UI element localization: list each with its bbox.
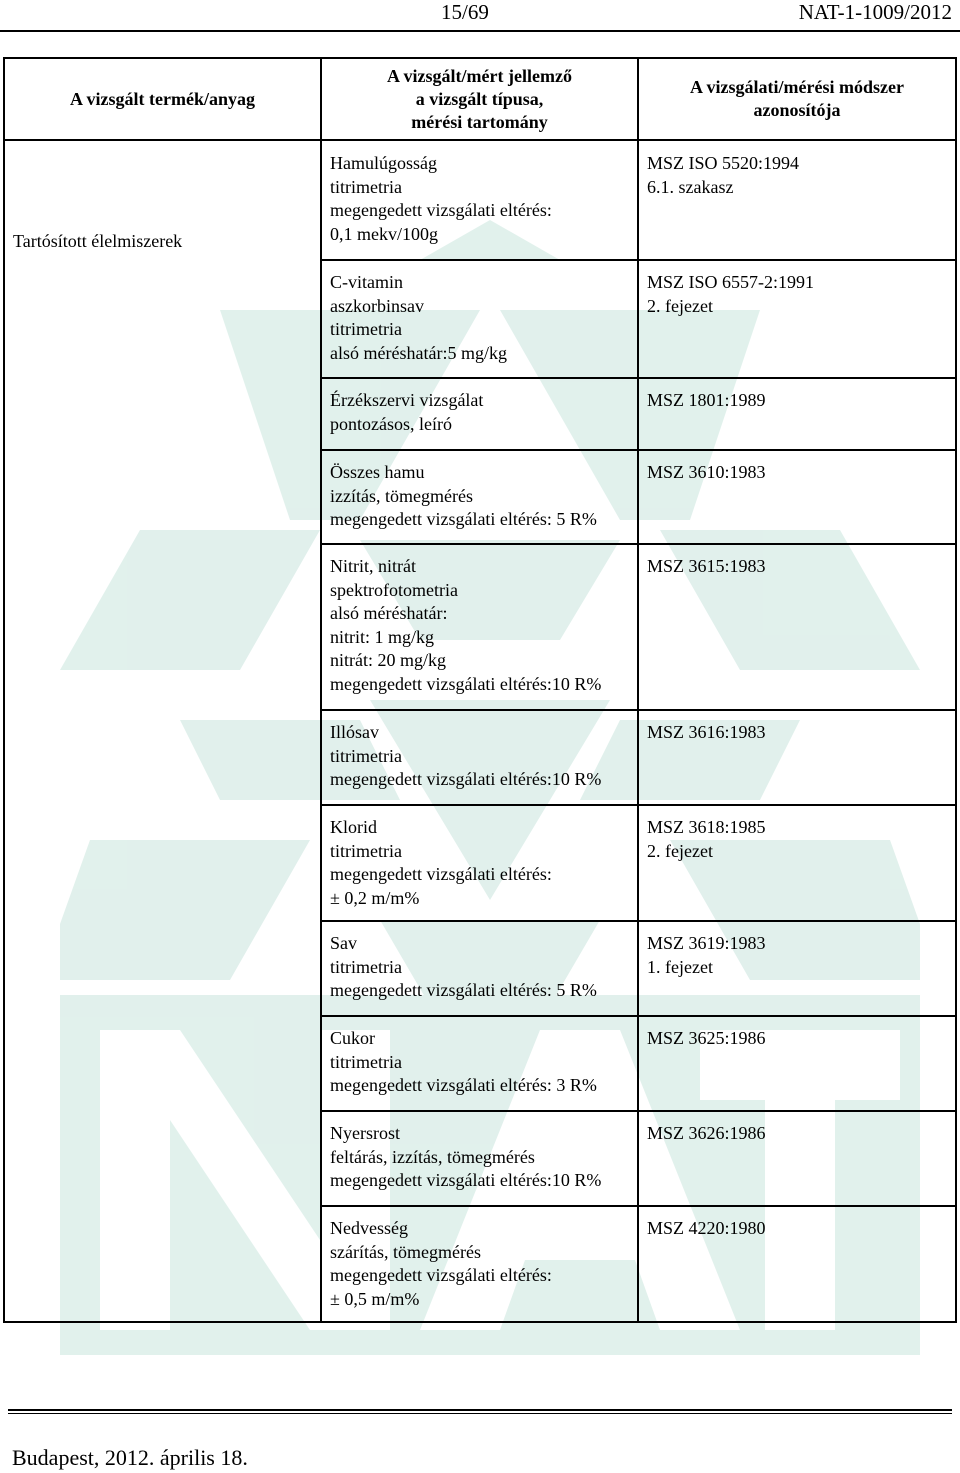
method-cell [639,709,955,804]
characteristic-line: Nedvesség [330,1218,408,1238]
characteristic-cell [322,543,637,709]
method-line: MSZ 3625:1986 [647,1028,766,1048]
characteristic-line: Összes hamu [330,462,425,482]
characteristic-cell [322,377,637,449]
column-header-method: A vizsgálati/mérési módszer azonosítója [638,58,956,140]
characteristic-line: megengedett vizsgálati eltérés: 3 R% [330,1075,597,1095]
characteristic-cell [322,1015,637,1110]
characteristic-line: megengedett vizsgálati eltérés: [330,200,552,220]
characteristic-line: Érzékszervi vizsgálat [330,390,484,410]
footer-rule [8,1409,952,1411]
method-line: MSZ 3610:1983 [647,462,766,482]
characteristic-line: Sav [330,933,357,953]
method-line: 2. fejezet [647,295,713,316]
column-header-characteristic: A vizsgált/mért jellemző a vizsgált típusa, mérési tartomány [321,58,638,140]
method-line: MSZ 4220:1980 [647,1218,766,1238]
characteristic-cell [322,141,637,259]
characteristic-line: Hamulúgosság [330,153,437,173]
characteristic-line: alsó méréshatár:5 mg/kg [330,342,507,363]
characteristic-line: Nitrit, nitrát [330,556,416,576]
characteristic-cell [322,920,637,1015]
characteristic-line: megengedett vizsgálati eltérés:10 R% [330,673,602,694]
accreditation-table [3,57,957,1323]
characteristic-line: megengedett vizsgálati eltérés: [330,864,552,884]
characteristic-cell [322,1205,637,1321]
method-cell [639,141,955,259]
characteristic-line: megengedett vizsgálati eltérés:10 R% [330,769,602,789]
characteristic-line: Illósav [330,722,379,742]
page-number: 15/69 [441,0,489,24]
column-header-product: A vizsgált termék/anyag [4,58,321,140]
characteristic-line: titrimetria [330,1051,402,1072]
method-cell [639,377,955,449]
method-cell [639,449,955,543]
characteristic-line: Klorid [330,817,377,837]
characteristic-line: nitrát: 20 mg/kg [330,650,446,670]
characteristic-line: ± 0,2 m/m% [330,887,420,908]
characteristic-line: izzítás, tömegmérés [330,485,473,506]
footer-place-date: Budapest, 2012. április 18. [12,1445,248,1470]
method-line: MSZ 3615:1983 [647,556,766,576]
method-cell [639,1110,955,1205]
method-line: MSZ ISO 6557-2:1991 [647,272,815,292]
method-line: 2. fejezet [647,840,713,861]
characteristic-line: titrimetria [330,176,402,197]
characteristic-line: titrimetria [330,956,402,977]
characteristic-line: aszkorbinsav [330,295,424,316]
product-name: Tartósított élelmiszerek [13,231,183,251]
characteristic-line: ± 0,5 m/m% [330,1288,420,1309]
method-cell [639,1015,955,1110]
characteristic-line: 0,1 mekv/100g [330,223,438,244]
characteristic-line: nitrit: 1 mg/kg [330,626,435,647]
page-header [0,0,960,28]
method-cell [639,543,955,709]
characteristic-line: Nyersrost [330,1123,400,1143]
characteristic-line: C-vitamin [330,272,403,292]
characteristic-line: titrimetria [330,319,402,339]
method-cell [639,920,955,1015]
method-line: 6.1. szakasz [647,176,734,197]
table-header-row [4,58,956,140]
characteristic-line: titrimetria [330,840,402,861]
characteristic-line: megengedett vizsgálati eltérés:10 R% [330,1170,602,1190]
product-cell [4,140,321,1322]
characteristic-line: pontozásos, leíró [330,413,452,434]
characteristic-line: alsó méréshatár: [330,603,448,623]
characteristic-cell [322,709,637,804]
method-cell [639,259,955,377]
table-body-row [4,140,956,1322]
method-line: MSZ 3616:1983 [647,722,766,742]
method-line: MSZ 3619:1983 [647,933,766,953]
characteristic-cell [322,1110,637,1205]
characteristic-line: feltárás, izzítás, tömegmérés [330,1146,535,1167]
method-column [638,140,956,1322]
method-line: MSZ 3618:1985 [647,817,766,837]
characteristic-line: megengedett vizsgálati eltérés: 5 R% [330,980,597,1000]
characteristic-cell [322,259,637,377]
header-rule [0,30,960,32]
characteristic-line: Cukor [330,1028,375,1048]
characteristic-line: szárítás, tömegmérés [330,1241,481,1262]
characteristic-line: megengedett vizsgálati eltérés: 5 R% [330,509,597,529]
characteristic-cell [322,804,637,920]
characteristic-cell [322,449,637,543]
footer-rule-thin [8,1413,952,1414]
method-line: MSZ ISO 5520:1994 [647,153,800,173]
method-line: 1. fejezet [647,956,713,977]
method-cell [639,804,955,920]
characteristic-column [321,140,638,1322]
document-id: NAT-1-1009/2012 [798,0,952,24]
characteristic-line: spektrofotometria [330,579,458,600]
characteristic-line: megengedett vizsgálati eltérés: [330,1265,552,1285]
method-line: MSZ 1801:1989 [647,390,766,410]
method-line: MSZ 3626:1986 [647,1123,766,1143]
method-cell [639,1205,955,1321]
characteristic-line: titrimetria [330,745,402,766]
